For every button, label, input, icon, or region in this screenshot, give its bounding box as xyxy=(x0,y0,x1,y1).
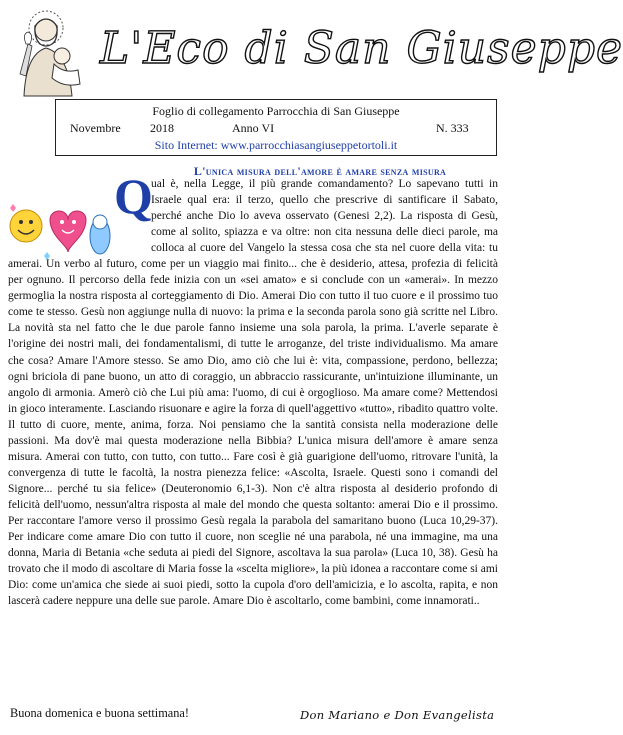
saint-joseph-illustration xyxy=(6,4,92,96)
website-link[interactable]: Sito Internet: www.parrocchiasangiuseppetortoli.it xyxy=(154,138,398,152)
issue-month: Novembre xyxy=(70,121,121,135)
article-headline: L'unica misura dell'amore è amare senza misura xyxy=(193,164,447,178)
issue-volume: Anno VI xyxy=(232,121,275,135)
signature: Don Mariano e Don Evangelista xyxy=(300,708,495,722)
issue-year: 2018 xyxy=(150,121,174,135)
issue-number: N. 333 xyxy=(436,121,469,135)
closing-greeting: Buona domenica e buona settimana! xyxy=(10,706,189,720)
article-dropcap: Q xyxy=(114,168,153,224)
issue-line xyxy=(56,121,496,136)
newsletter-subtitle: Foglio di collegamento Parrocchia di San Giuseppe xyxy=(152,104,400,118)
info-box xyxy=(55,99,497,156)
masthead xyxy=(0,0,623,98)
article-body: ual è, nella Legge, il più grande comandamento? Lo sapevano tutti in Israele qual era: il terzo, quello che prescrive di santificare il Sabato, perché anche Dio lo aveva osservato (Genesi 2,2). La risposta di Gesù, come al solito, spiazza e va oltre: non cita nessuna delle dieci parole, ma colloca al cuore del Vangelo la stessa cosa che sta nel cuore della vita: tu amerai. Un verbo al futuro, come per un viaggio mai finito... che è desiderio, attesa, profezia di felicità per ognuno. Il percorso della fede inizia con un «sei amato» e si conclude con un «amerai». In mezzo germoglia la nostra risposta al corteggiamento di Dio. Amerai Dio con tutto il tuo cuore e il prossimo tuo come te stesso. Gesù non aggiunge nulla di nuovo: la prima e la seconda parola sono già scritte nel Libro. La novità sta nel fatto che le due parole fanno insieme una sola parola, la prima. L'averle separate è l'origine dei nostri mali, dei fondamentalismi, di tutte le arroganze, del triste individualismo. Ma amare che cosa? Amare l'Amore stesso. Se amo Dio, amo ciò che lui è: vita, compassione, perdono, bellezza; ogni briciola di pane buono, un atto di coraggio, un abbraccio rassicurante, un'intuizione illuminante, un angolo di armonia. Amerò ciò che Lui più ama: l'uomo, di cui è orgoglioso. Ma amare come? Mettendosi in gioco interamente. Lasciando risuonare e agire la forza di quell'aggettivo «tutto», ribadito quattro volte. Il tutto di cuore, mente, anima, forza. Noi pensiamo che la santità consista nella moderazione delle passioni. Ma dov'è mai questa moderazione nella Bibbia? L'unica misura dell'amore è amare senza misura. Amerai con tutto, con tutto, con tutto... Fare così è già guarigione dell'uomo, ritrovare l'unità, la convergenza di tutte le facoltà, la nostra pienezza felice: «Ascolta, Israele. Questi sono i comandi del Signore... perché tu sia felice» (Deuteronomio 6,1-3). Non c'è altra risposta al desiderio profondo di felicità dell'uomo, nessun'altra risposta al male del mondo che questa soltanto: amerai Dio e il prossimo. Per raccontare l'amore verso il prossimo Gesù regala la parabola del samaritano buono (Luca 10,29-37). Per indicare come amare Dio con tutto il cuore, non sceglie né una parabola, né una immagine, ma una donna, Maria di Betania «che seduta ai piedi del Signore, ascoltava la sua parola» (Luca 10, 38). Gesù ha trovato che il modo di ascoltare di Maria fosse la «scelta migliore», la più idonea a raccontare come si ami Dio: come un'amica che siede ai suoi piedi, sotto la cupola d'oro dell'amicizia, e lo ascolta, rapita, e non lascerà cadere neppure una delle sue parole. Amare Dio è ascoltarlo, come bambini, come innamorati.. xyxy=(8,178,498,608)
masthead-title: L'Eco di San Giuseppe xyxy=(100,23,623,74)
